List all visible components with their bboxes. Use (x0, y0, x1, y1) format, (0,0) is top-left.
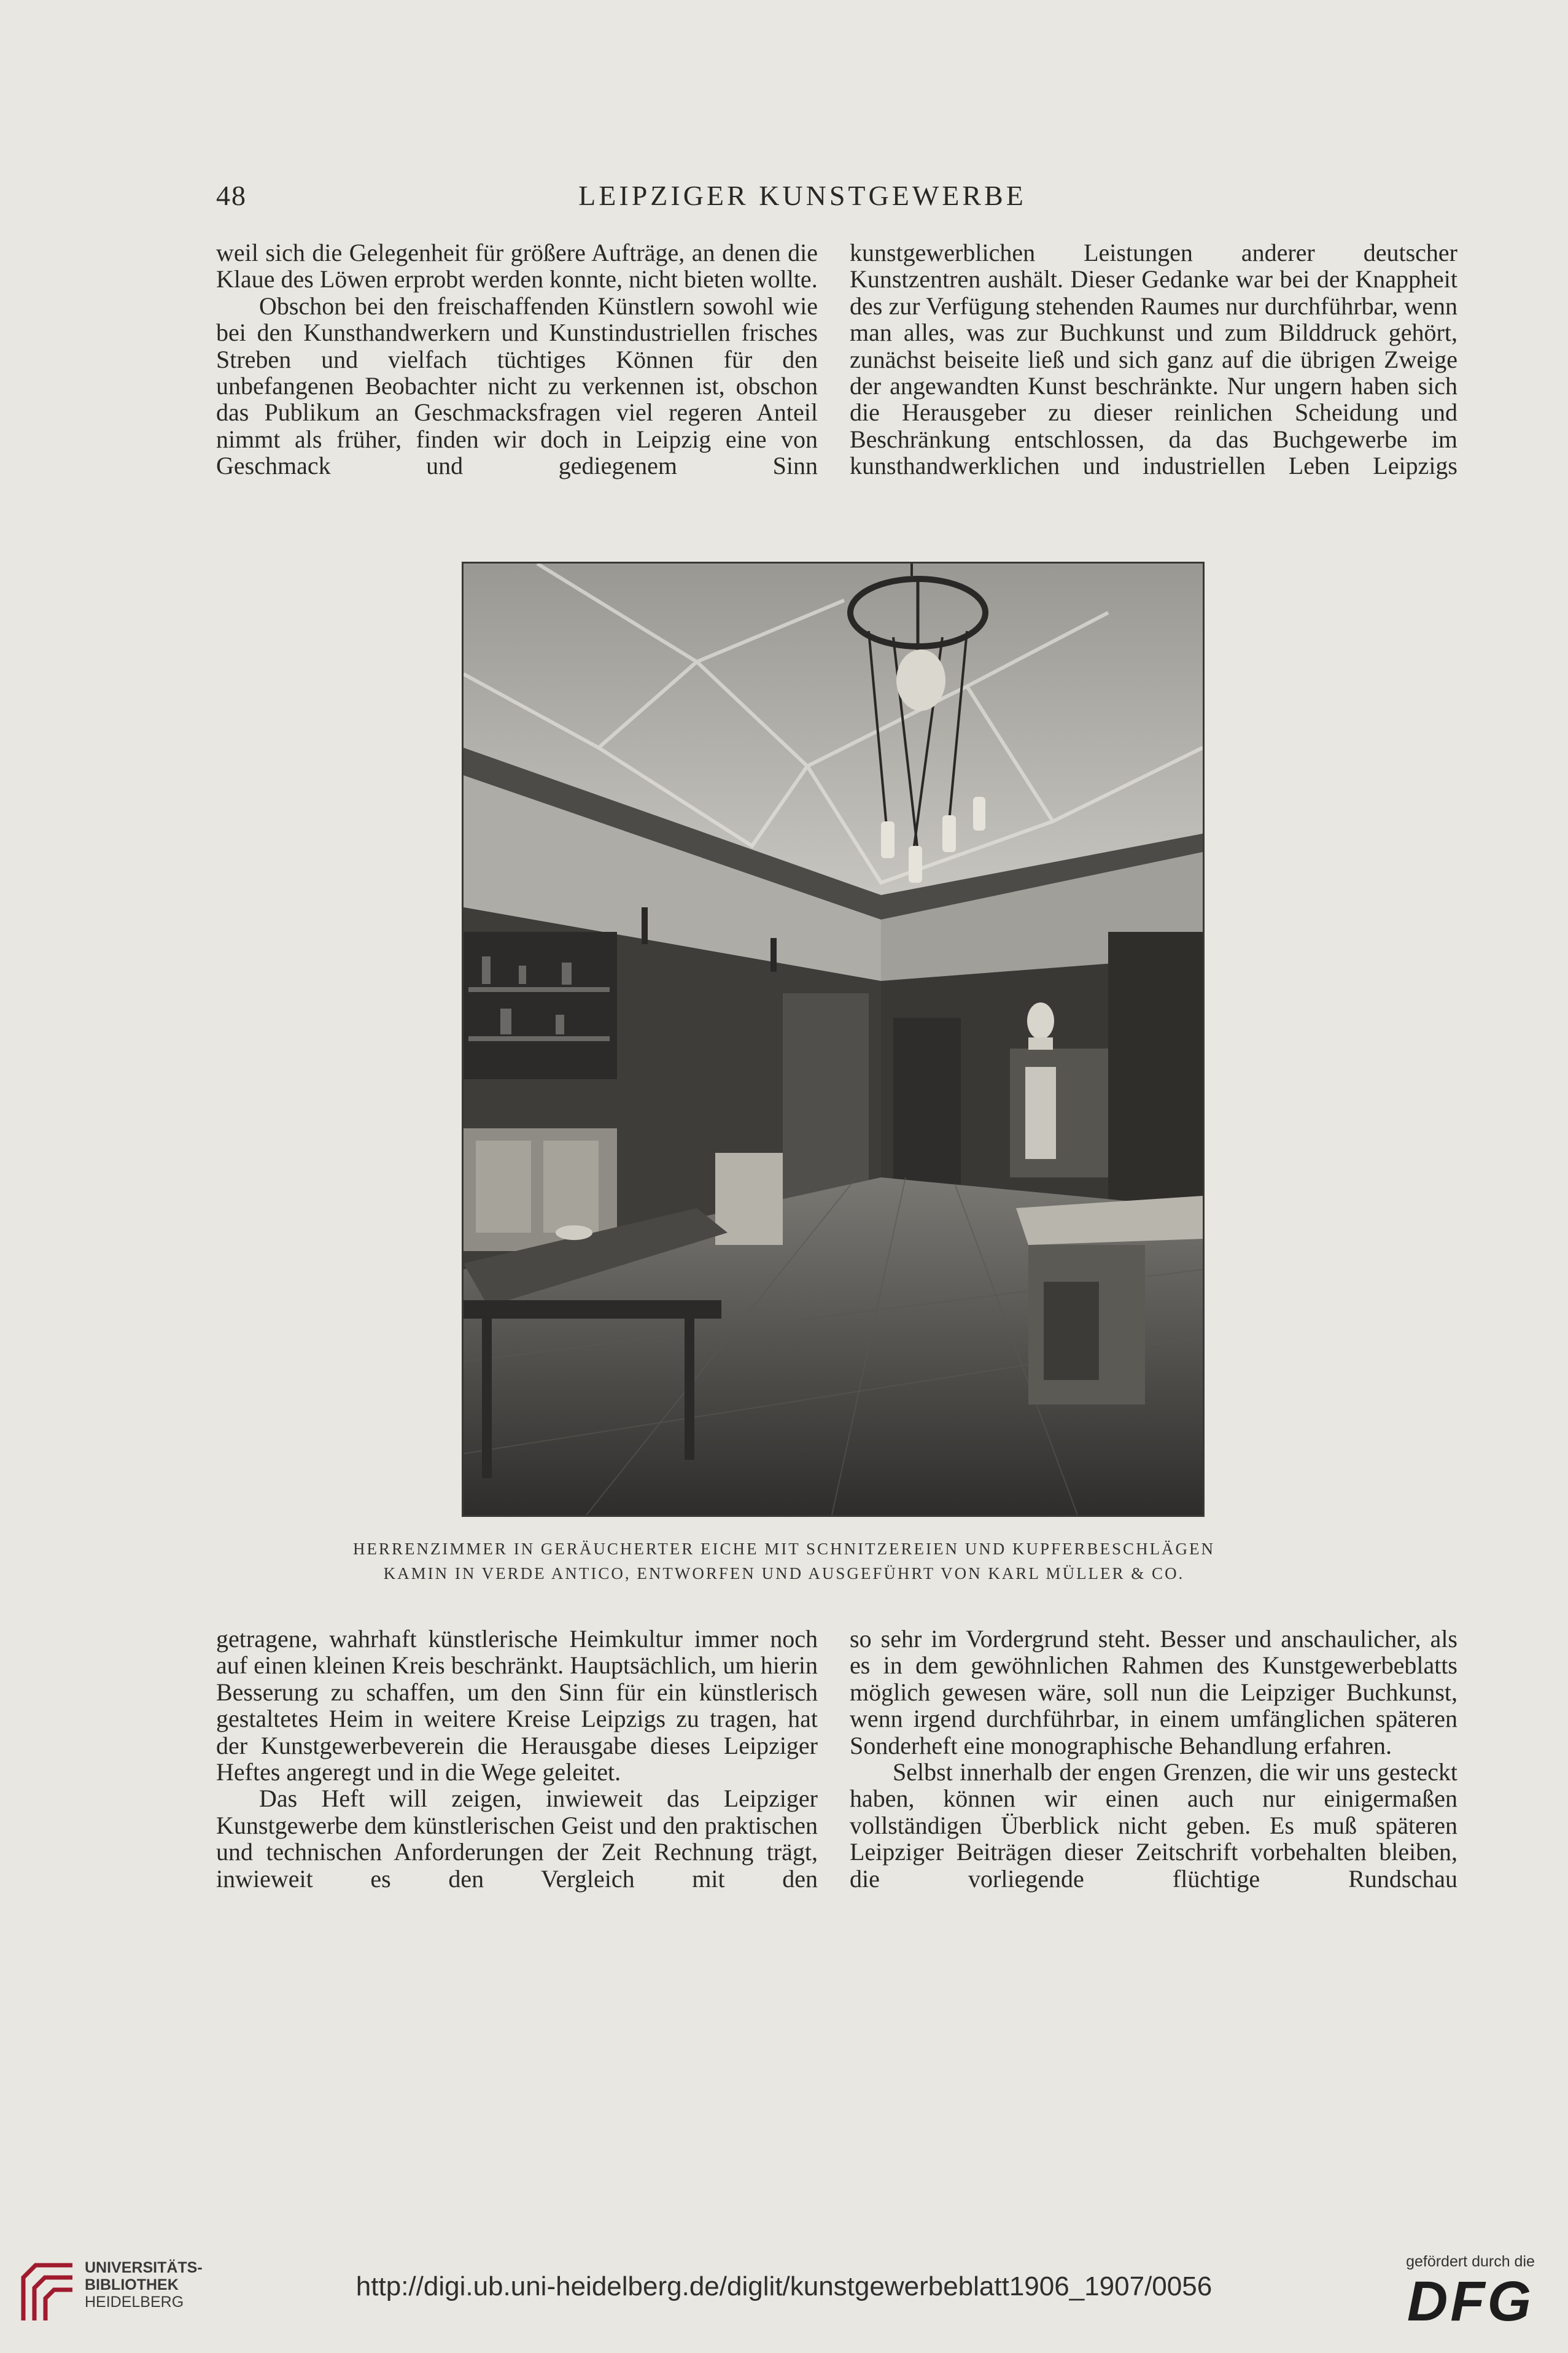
paragraph: Obschon bei den freischaffenden Künstlern sowohl wie bei den Kunsthandwerkern und Kunstindustriellen frisches Streben und vielfach tüchtiges Können für den unbefangenen Beobachter nicht zu verkennen ist, obschon das Publikum an Geschmacksfragen viel regeren Anteil nimmt als früher, finden wir doch in Leipzig eine von Geschmack und gediegenem Sinn (216, 292, 818, 480)
logo-line: UNIVERSITÄTS- (85, 2259, 203, 2276)
text-column-top-right (850, 239, 1457, 479)
room-illustration (464, 564, 1203, 1515)
figure-caption-line-1: HERRENZIMMER IN GERÄUCHERTER EICHE MIT SCHNITZEREIEN UND KUPFERBESCHLÄGEN (352, 1540, 1216, 1558)
page-number: 48 (216, 180, 247, 211)
paragraph: Das Heft will zeigen, inwieweit das Leipziger Kunstgewerbe dem künstlerischen Geist und den praktischen und technischen Anforderungen der Zeit Rechnung trägt, inwieweit es den Vergleich mit den (216, 1785, 818, 1893)
paragraph: so sehr im Vordergrund steht. Besser und anschaulicher, als es in dem gewöhnlichen Rahmen des Kunstgewerbeblatts möglich gewesen wäre, soll nun die Leipziger Buchkunst, wenn irgend durchführbar, in einem umfänglichen späteren Sonderheft eine monographische Behandlung erfahren. (850, 1625, 1457, 1759)
digitization-url[interactable]: http://digi.ub.uni-heidelberg.de/diglit/kunstgewerbeblatt1906_1907/0056 (355, 2271, 1213, 2301)
logo-line: BIBLIOTHEK (85, 2276, 179, 2293)
funding-note: gefördert durch die (1406, 2253, 1535, 2270)
figure-caption-line-2: KAMIN IN VERDE ANTICO, ENTWORFEN UND AUSGEFÜHRT VON KARL MÜLLER & CO. (383, 1564, 1185, 1583)
paragraph: kunstgewerblichen Leistungen anderer deutscher Kunstzentren aushält. Dieser Gedanke war bei der Knappheit des zur Verfügung stehenden Raumes nur durchführbar, wenn man alles, was zur Buchkunst und zum Bilddruck gehört, zunächst beiseite ließ und sich ganz auf die übrigen Zweige der angewandten Kunst beschränkte. Nur ungern haben sich die Herausgeber zu dieser reinlichen Scheidung und Beschränkung entschlossen, da das Buchgewerbe im kunsthandwerklichen und industriellen Leben Leipzigs (850, 239, 1457, 480)
logo-line: HEIDELBERG (85, 2293, 184, 2311)
paragraph: Selbst innerhalb der engen Grenzen, die wir uns gesteckt haben, können wir einen auch nur einigermaßen vollständigen Überblick nicht geben. Es muß späteren Leipziger Beiträgen dieser Zeitschrift vorbehalten bleiben, die vorliegende flüchtige Rundschau (850, 1758, 1457, 1893)
dfg-logo[interactable]: DFG (1407, 2270, 1534, 2333)
running-head: LEIPZIGER KUNSTGEWERBE (578, 180, 1027, 211)
text-column-bottom-left (216, 1626, 818, 1892)
funder-block (1388, 2253, 1553, 2332)
interior-photograph (462, 562, 1205, 1517)
paragraph: weil sich die Gelegenheit für größere Aufträge, an denen die Klaue des Löwen erprobt werden konnte, nicht bieten wollte. (216, 239, 818, 293)
text-column-top-left (216, 239, 818, 479)
text-column-bottom-right (850, 1626, 1457, 1892)
paragraph: getragene, wahrhaft künstlerische Heimkultur immer noch auf einen kleinen Kreis beschränkt. Hauptsächlich, um hierin Besserung zu schaffen, um den Sinn für ein künstlerisch gestaltetes Heim in weitere Kreise Leipzigs zu tragen, hat der Kunstgewerbeverein die Herausgabe dieses Leipziger Heftes angeregt und in die Wege geleitet. (216, 1625, 818, 1786)
